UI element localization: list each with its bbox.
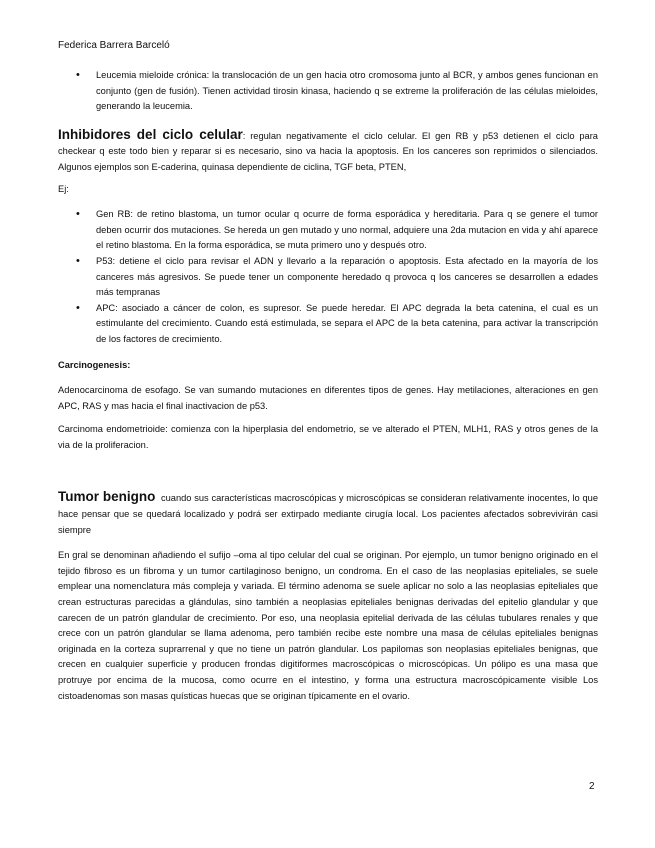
page-content (58, 68, 598, 704)
p53-text: P53: detiene el ciclo para revisar el ADN y llevarlo a la reparación o apoptosis. Esta afectado en la mayoría de los canceres más agresivos. Se puede tener un componente heredado q provoca q los canceres se desarrollen a edades más tempranas (96, 255, 598, 298)
list-item (58, 301, 598, 348)
apc-text: APC: asociado a cáncer de colon, es supresor. Se puede heredar. El APC degrada la beta catenina, el cual es un estimulante del crecimiento. Cuando está estimulada, se separa el APC de la beta catenina, para activar la transcripción de los factores de crecimiento. (96, 302, 598, 344)
leukemia-list (58, 68, 598, 115)
list-item (58, 207, 598, 254)
example-label: Ej: (58, 183, 69, 194)
carcinogenesis-paragraph-2: Carcinoma endometrioide: comienza con la hiperplasia del endometrio, se ve alterado el PTEN, MLH1, RAS y otros genes de la via de la proliferacion. (58, 424, 598, 450)
bullet-icon: • (76, 254, 80, 267)
rb-gene-text: Gen RB: de retino blastoma, un tumor ocular q ocurre de forma esporádica y hereditaria. Para q se genere el tumor deben ocurrir dos mutaciones. Se hereda un gen mutado y uno normal, adquiere una 2da mutacion en vida y ahí aparece el retino blastoma. En la forma esporádica, se muta primero uno y después otro. (96, 209, 598, 251)
benign-nomenclature-paragraph: En gral se denominan añadiendo el sufijo –oma al tipo celular del cual se originan. Por ejemplo, un tumor benigno originado en el tejido fibroso es un fibroma y un tumor cartilaginoso benigno, un condroma. En el caso de las neoplasias epiteliales, se suele emplear una nomenclatura más compleja y variada. El término adenoma se suele aplicar no solo a las neoplasias epiteliales que crean estructuras parecidas a glándulas, sino también a neoplasias epiteliales benignas derivadas del epitelio glandular y que carecen de un patrón glandular de crecimiento. Por eso, una neoplasia epitelial derivada de las células tubulares renales y que crece con un patrón glandular se llama adenoma, pero también recibe este nombre una masa de células epiteliales benignas originada en la corteza suprarrenal y que no tiene un patrón glandular. Los papilomas son neoplasias epiteliales benignas, que crecen en cualquier superficie y producen frondas digitiformes macroscópicas o microscópicas. Un pólipo es una masa que protruye por encima de la mucosa, como ocurre en el intestino, y forma una estructura macroscópicamente visible Los cistoadenomas son masas quísticas huecas que se originan típicamente en el ovario. (58, 550, 598, 701)
inhibitors-list (58, 207, 598, 347)
inhibitors-text: : regulan negativamente el ciclo celular. El gen RB y p53 detienen el ciclo para checkear q este todo bien y reparar si es necesario, sino va hacia la apoptosis. En los canceres son reprimidos o silenciados. Algunos ejemplos son E-caderina, quinasa dependiente de ciclina, TGF beta, PTEN, (58, 130, 598, 172)
leukemia-text: Leucemia mieloide crónica: la translocación de un gen hacia otro cromosoma junto al BCR, y ambos genes funcionan en conjunto (gen de fusión). Tienen actividad tirosin kinasa, haciendo q se extreme la proliferación de las células mieloides, generando la leucemia. (96, 70, 598, 112)
list-item (58, 254, 598, 301)
bullet-icon: • (76, 301, 80, 314)
page-header-author: Federica Barrera Barceló (58, 40, 170, 51)
inhibitors-paragraph (58, 127, 598, 176)
inhibitors-heading: Inhibidores del ciclo celular (58, 126, 243, 142)
benign-heading: Tumor benigno (58, 489, 156, 505)
benign-text: cuando sus características macroscópicas y microscópicas se consideran relativamente inocentes, lo que hace pensar que se quedará localizado y podrá ser extirpado mediante cirugía local. Los pacientes afectados sobrevivirán casi siempre (58, 493, 598, 535)
list-item (58, 68, 598, 115)
carcinogenesis-paragraph-1: Adenocarcinoma de esofago. Se van sumando mutaciones en diferentes tipos de genes. Hay metilaciones, alteraciones en gen APC, RAS y mas hacia el final inactivacion de p53. (58, 385, 598, 411)
page-number: 2 (589, 781, 595, 792)
bullet-icon: • (76, 208, 80, 221)
bullet-icon: • (76, 69, 80, 81)
benign-paragraph (58, 489, 598, 538)
carcinogenesis-heading: Carcinogenesis: (58, 359, 131, 370)
